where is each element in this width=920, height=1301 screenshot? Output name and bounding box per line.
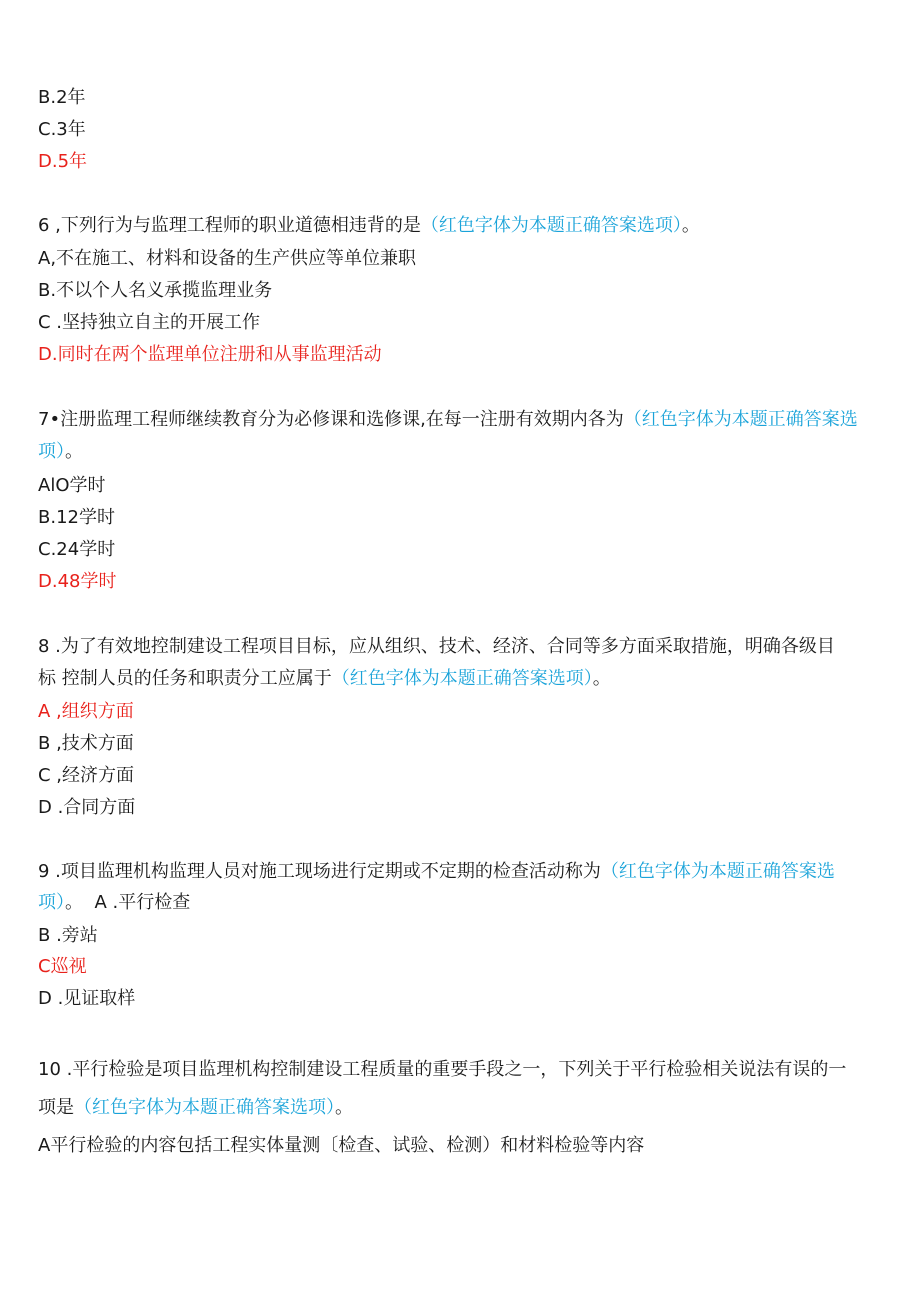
q6-option-a: A,不在施工、材料和设备的生产供应等单位兼职 <box>38 248 417 269</box>
q6-option-c: C .坚持独立自主的开展工作 <box>38 312 261 333</box>
q10-end: 。 <box>335 1097 353 1118</box>
q6-end: 。 <box>681 215 700 236</box>
q10-option-a: A平行检验的内容包括工程实体量测〔检查、试验、检测）和材料检验等内容 <box>38 1135 645 1156</box>
q8-option-d: D .合同方面 <box>38 797 136 818</box>
q10-stem-tail: 项是 <box>38 1097 74 1118</box>
q9-end: 。 <box>65 892 83 913</box>
q9-stem-line1 <box>38 860 835 884</box>
q6-stem-text: 6 ,下列行为与监理工程师的职业道德相违背的是 <box>38 215 421 236</box>
q7-stem-text: 7•注册监理工程师继续教育分为必修课和选修课,在每一注册有效期内各为 <box>38 409 624 430</box>
q9-option-d: D .见证取样 <box>38 988 136 1009</box>
q10-hint: （红色字体为本题正确答案选项） <box>74 1097 335 1118</box>
q8-stem-tail: 标 控制人员的任务和职责分工应属于 <box>38 668 332 689</box>
q5-option-d-correct: D.5年 <box>38 151 88 172</box>
q9-hint-part2: 项） <box>38 892 65 913</box>
q8-end: 。 <box>592 668 611 689</box>
q9-option-c-correct: C巡视 <box>38 956 87 977</box>
q10-stem-line2 <box>38 1096 353 1120</box>
q7-option-a: AlO学时 <box>38 475 106 496</box>
q10-stem-line1: 10 .平行检验是项目监理机构控制建设工程质量的重要手段之一，下列关于平行检验相关说法有误的一 <box>38 1059 847 1080</box>
q7-end: 。 <box>65 441 83 462</box>
q8-option-a-correct: A ,组织方面 <box>38 701 134 722</box>
q9-stem-text: 9 .项目监理机构监理人员对施工现场进行定期或不定期的检查活动称为 <box>38 861 601 882</box>
q8-option-b: B ,技术方面 <box>38 733 134 754</box>
q9-stem-line2 <box>38 891 190 915</box>
q8-stem-line2 <box>38 667 611 691</box>
q7-option-d-correct: D.48学时 <box>38 571 117 592</box>
q8-stem-line1: 8 .为了有效地控制建设工程项目目标，应从组织、技术、经济、合同等多方面采取措施，明确各级目 <box>38 636 835 657</box>
q5-option-b: B.2年 <box>38 87 86 108</box>
q8-hint: （红色字体为本题正确答案选项） <box>331 668 593 689</box>
q9-option-b: B .旁站 <box>38 925 98 946</box>
q7-hint-part2: 项） <box>38 441 65 462</box>
q7-option-b: B.12学时 <box>38 507 115 528</box>
q6-option-b: B.不以个人名义承揽监理业务 <box>38 280 273 301</box>
q6-option-d-correct: D.同时在两个监理单位注册和从事监理活动 <box>38 344 382 365</box>
q8-option-c: C ,经济方面 <box>38 765 135 786</box>
q6-stem <box>38 214 700 238</box>
q7-hint-part1: （红色字体为本题正确答案选 <box>623 409 858 430</box>
q6-hint: （红色字体为本题正确答案选项） <box>420 215 682 236</box>
q9-hint-part1: （红色字体为本题正确答案选 <box>600 861 835 882</box>
q7-stem-line2 <box>38 440 83 464</box>
q5-option-c: C.3年 <box>38 119 86 140</box>
q7-stem-line1 <box>38 408 858 432</box>
q9-option-a: A .平行检查 <box>94 892 191 913</box>
q7-option-c: C.24学时 <box>38 539 116 560</box>
